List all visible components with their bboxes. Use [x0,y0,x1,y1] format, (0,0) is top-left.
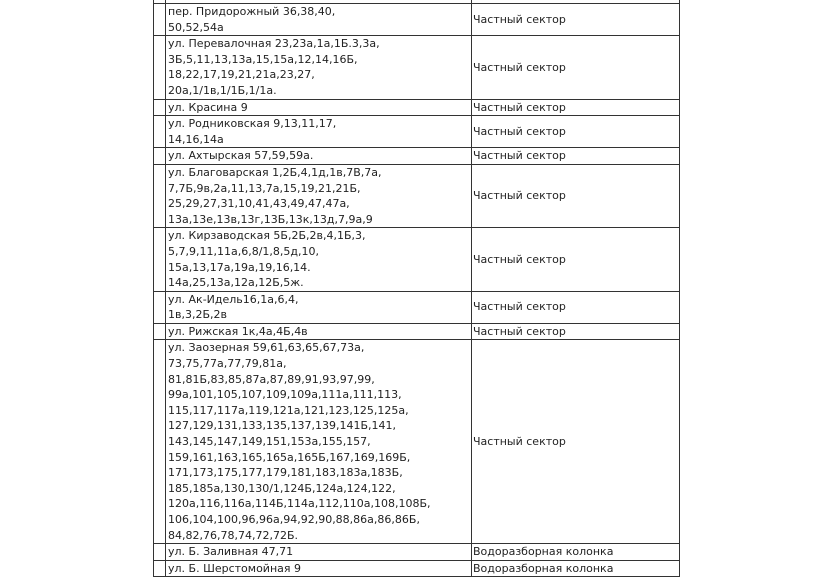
housing-type-cell: Частный сектор [472,340,680,544]
table-row [154,560,680,577]
table-row [154,148,680,165]
street-line: 15а,13,17а,19а,19,16,14. [168,260,311,274]
housing-type-cell: Частный сектор [472,323,680,340]
street-line: 5,7,9,11,11а,6,8/1,8,5д,10, [168,244,319,258]
housing-type-cell: Частный сектор [472,116,680,148]
street-line: 171,173,175,177,179,181,183,183а,183Б, [168,466,403,480]
street-line: 13а,13е,13в,13г,13Б,13к,13д,7,9а,9 [168,212,373,226]
street-line: 14а,25,13а,12а,12Б,5ж. [168,276,304,290]
housing-type-cell: Частный сектор [472,36,680,99]
table-row [154,340,680,544]
street-line: 106,104,100,96,96а,94,92,90,88,86а,86,86Б, [168,513,420,526]
row-spacer-cell [154,99,166,116]
street-cell [166,228,472,291]
row-spacer-cell [154,36,166,99]
row-spacer-cell [154,4,166,36]
street-line: ул. Б. Шерстомойная 9 [168,561,301,575]
street-cell [166,323,472,340]
street-cell [166,560,472,577]
street-line: ул. Б. Заливная 47,71 [168,545,294,559]
street-line: 18,22,17,19,21,21а,23,27, [168,68,315,82]
table-row [154,164,680,227]
street-cell [166,544,472,561]
housing-type-cell: Частный сектор [472,4,680,36]
row-spacer-cell [154,148,166,165]
street-cell [166,291,472,323]
address-table [153,0,680,577]
street-line: 115,117,117а,119,121а,121,123,125,125а, [168,403,409,417]
street-cell [166,4,472,36]
street-cell [166,148,472,165]
housing-type-cell: Частный сектор [472,228,680,291]
table-row [154,544,680,561]
row-spacer-cell [154,323,166,340]
street-cell [166,164,472,227]
row-spacer-cell [154,340,166,544]
row-spacer-cell [154,544,166,561]
street-line: ул. Кирзаводская 5Б,2Б,2в,4,1Б,3, [168,229,366,243]
table-row [154,116,680,148]
street-cell [166,340,472,544]
street-line: ул. Перевалочная 23,23а,1а,1Б.3,3а, [168,37,380,51]
row-spacer-cell [154,228,166,291]
street-line: 120а,116,116а,114Б,114а,112,110а,108,108Б, [168,497,431,511]
street-line: 84,82,76,78,74,72,72Б. [168,528,299,542]
street-line: 1в,3,2Б,2в [168,308,227,322]
housing-type-cell: Частный сектор [472,291,680,323]
street-line: 127,129,131,133,135,137,139,141Б,141, [168,419,396,433]
table-row [154,228,680,291]
housing-type-cell: Водоразборная колонка [472,544,680,561]
housing-type-cell: Водоразборная колонка [472,560,680,577]
housing-type-cell: Частный сектор [472,148,680,165]
housing-type-cell: Частный сектор [472,99,680,116]
table-row [154,323,680,340]
street-line: 73,75,77а,77,79,81а, [168,357,287,371]
table-row [154,36,680,99]
housing-type-cell: Частный сектор [472,164,680,227]
street-line: ул. Красина 9 [168,100,248,114]
street-line: 7,7Б,9в,2а,11,13,7а,15,19,21,21Б, [168,181,361,195]
street-line: ул. Заозерная 59,61,63,65,67,73а, [168,341,365,355]
street-line: 143,145,147,149,151,153а,155,157, [168,435,371,449]
street-line: 3Б,5,11,13,13а,15,15а,12,14,16Б, [168,52,358,66]
street-line: 99а,101,105,107,109,109а,111а,111,113, [168,388,402,402]
street-line: 50,52,54а [168,20,224,34]
street-line: ул. Рижская 1к,4а,4Б,4в [168,324,308,338]
street-line: 14,16,14а [168,132,224,146]
street-line: 159,161,163,165,165а,165Б,167,169,169Б, [168,450,411,464]
street-cell [166,116,472,148]
table-row [154,291,680,323]
street-line: 185,185а,130,130/1,124Б,124а,124,122, [168,481,396,495]
table-row [154,4,680,36]
street-line: ул. Ак-Идель16,1а,6,4, [168,292,299,306]
street-line: 20а,1/1в,1/1Б,1/1а. [168,83,277,97]
street-line: пер. Придорожный 36,38,40, [168,5,336,18]
street-line: ул. Благоварская 1,2Б,4,1д,1в,7В,7а, [168,165,382,179]
table-row [154,99,680,116]
street-line: ул. Родниковская 9,13,11,17, [168,117,337,131]
street-line: 25,29,27,31,10,41,43,49,47,47а, [168,197,350,211]
street-cell [166,99,472,116]
address-table-body [154,0,680,577]
row-spacer-cell [154,116,166,148]
street-line: 81,81Б,83,85,87а,87,89,91,93,97,99, [168,372,375,386]
row-spacer-cell [154,560,166,577]
row-spacer-cell [154,291,166,323]
street-cell [166,36,472,99]
row-spacer-cell [154,164,166,227]
street-line: ул. Ахтырская 57,59,59а. [168,149,314,163]
